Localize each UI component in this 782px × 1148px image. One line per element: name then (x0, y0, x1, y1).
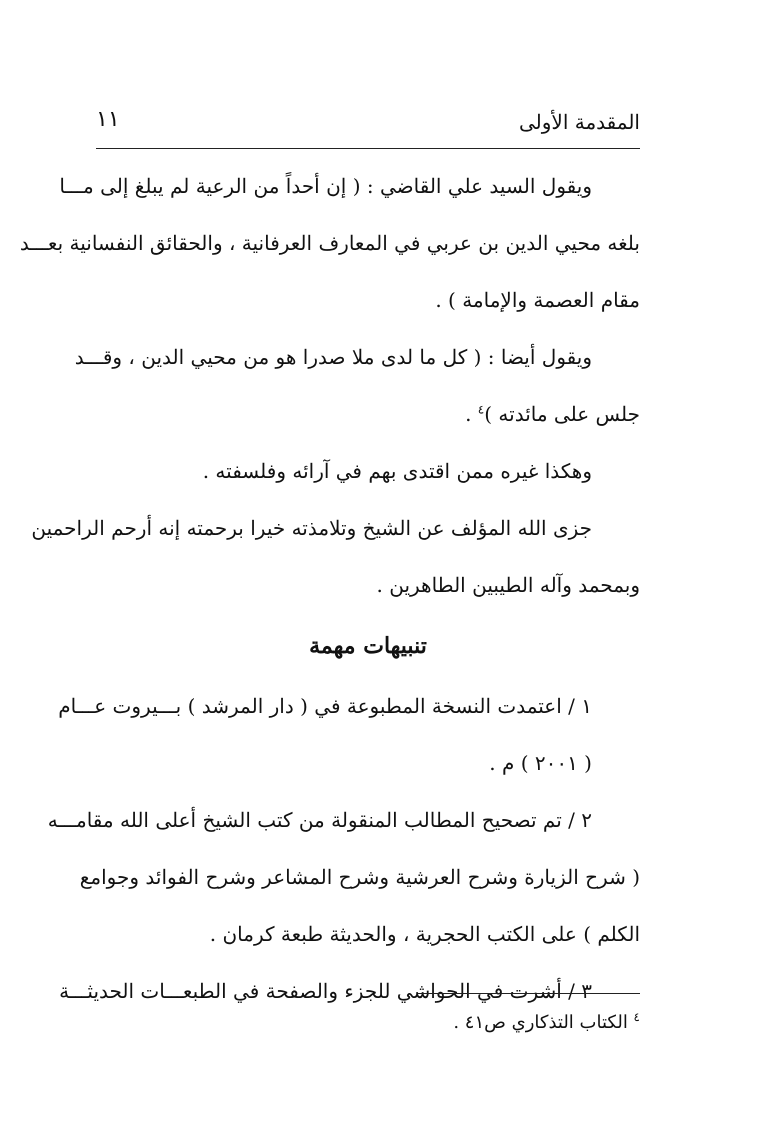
paragraph-text: جلس على مائدته ) (484, 402, 640, 426)
section-heading: تنبيهات مهمة (309, 633, 427, 659)
note-line: ( ٢٠٠١ ) م . (489, 751, 592, 775)
paragraph-line: مقام العصمة والإمامة ) . (435, 288, 640, 312)
paragraph-line: بلغه محيي الدين بن عربي في المعارف العرفانية ، والحقائق النفسانية بعـــد (19, 231, 640, 255)
page-number: ١١ (96, 107, 120, 132)
note-line: الكلم ) على الكتب الحجرية ، والحديثة طبعة كرمان . (209, 922, 640, 946)
paragraph-text: . (465, 402, 478, 426)
note-line: ٣ / أشرت في الحواشي للجزء والصفحة في الطبعـــات الحديثـــة (59, 979, 592, 1003)
running-header (96, 102, 640, 146)
paragraph-line: ويقول أيضا : ( كل ما لدى ملا صدرا هو من محيي الدين ، وقـــد (74, 345, 592, 369)
paragraph-line: وبمحمد وآله الطيبين الطاهرين . (376, 573, 640, 597)
note-line: ١ / اعتمدت النسخة المطبوعة في ( دار المرشد ) بـــيروت عـــام (58, 694, 592, 718)
footnote-divider (418, 993, 640, 994)
footnote-number: ٤ (633, 1010, 640, 1024)
header-divider (96, 148, 640, 149)
footnote-text: الكتاب التذكاري ص٤١ . (453, 1012, 634, 1033)
paragraph-line: وهكذا غيره ممن اقتدى بهم في آرائه وفلسفته . (202, 459, 592, 483)
footnote (96, 1008, 640, 1038)
paragraph-line: جزى الله المؤلف عن الشيخ وتلامذته خيرا برحمته إنه أرحم الراحمين (31, 516, 592, 540)
paragraph-line: ويقول السيد علي القاضي : ( إن أحداً من الرعية لم يبلغ إلى مـــا (59, 174, 592, 198)
note-line: ( شرح الزيارة وشرح العرشية وشرح المشاعر وشرح الفوائد وجوامع (79, 865, 640, 889)
main-text (19, 158, 640, 1020)
note-line: ٢ / تم تصحيح المطالب المنقولة من كتب الشيخ أعلى الله مقامـــه (47, 808, 592, 832)
chapter-title: المقدمة الأولى (518, 110, 640, 134)
footnote-marker: ٤ (477, 402, 485, 417)
paragraph-line (96, 386, 640, 443)
